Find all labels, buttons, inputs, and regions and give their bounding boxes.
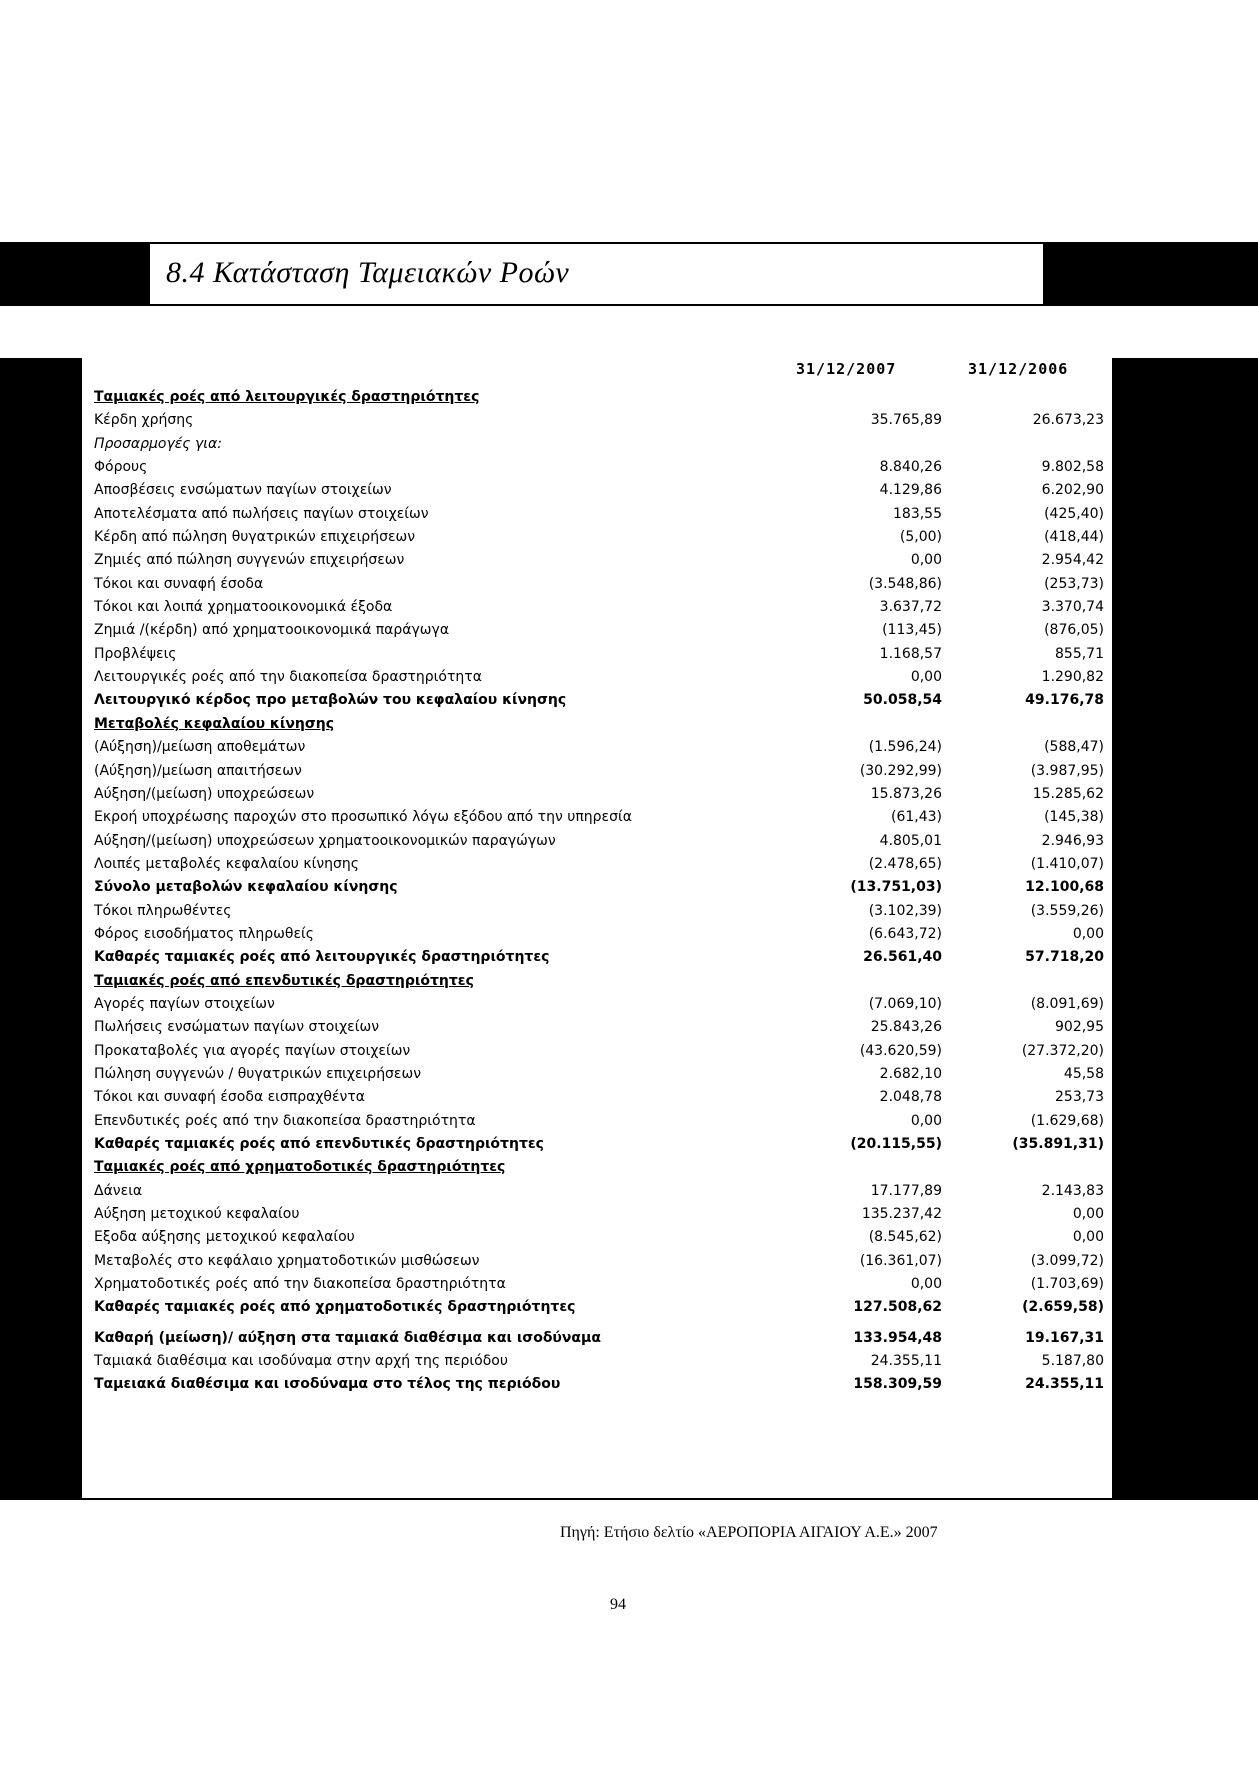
value-2006: 0,00	[1072, 1206, 1104, 1223]
value-2006: (27.372,20)	[1021, 1042, 1104, 1059]
table-row	[82, 1350, 1112, 1373]
cash-flow-table	[82, 358, 1112, 1498]
row-label: Τόκοι και λοιπά χρηματοοικονομικά έξοδα	[94, 599, 393, 616]
value-2007: 0,00	[910, 1276, 942, 1293]
value-2006: 45,58	[1063, 1065, 1104, 1082]
table-body	[82, 386, 1112, 1396]
table-row	[82, 689, 1112, 712]
row-label: Καθαρή (μείωση)/ αύξηση στα ταμιακά διαθέσιμα και ισοδύναμα	[94, 1329, 601, 1346]
row-label: Λοιπές μεταβολές κεφαλαίου κίνησης	[94, 855, 359, 872]
value-2007: 2.682,10	[879, 1065, 942, 1082]
value-2007: 158.309,59	[853, 1376, 942, 1393]
row-label: Πωλήσεις ενσώματων παγίων στοιχείων	[94, 1019, 380, 1036]
value-2006: (1.410,07)	[1030, 855, 1104, 872]
value-2007: 26.561,40	[863, 949, 942, 966]
table-row	[82, 1086, 1112, 1109]
value-2006: 2.954,42	[1041, 552, 1104, 569]
row-label: Λειτουργικό κέρδος προ μεταβολών του κεφαλαίου κίνησης	[94, 692, 567, 709]
table-row	[82, 386, 1112, 409]
value-2006: (588,47)	[1044, 739, 1104, 756]
table-row	[82, 433, 1112, 456]
value-2006: 0,00	[1072, 925, 1104, 942]
value-2006: (145,38)	[1044, 809, 1104, 826]
value-2007: (43.620,59)	[859, 1042, 942, 1059]
row-label: Αύξηση/(μείωση) υποχρεώσεων χρηματοοικονομικών παραγώγων	[94, 832, 556, 849]
table-row	[82, 1016, 1112, 1039]
value-2007: 127.508,62	[853, 1299, 942, 1316]
row-label: Καθαρές ταμιακές ροές από επενδυτικές δραστηριότητες	[94, 1136, 544, 1152]
table-row	[82, 643, 1112, 666]
value-2007: (1.596,24)	[868, 739, 942, 756]
row-label: Αποτελέσματα από πωλήσεις παγίων στοιχείων	[94, 505, 429, 522]
value-2007: (6.643,72)	[868, 925, 942, 942]
table-row	[82, 573, 1112, 596]
value-2007: (30.292,99)	[859, 762, 942, 779]
row-label: Χρηματοδοτικές ροές από την διακοπείσα δραστηριότητα	[94, 1276, 506, 1293]
value-2007: (20.115,55)	[850, 1136, 942, 1152]
row-label: Λειτουργικές ροές από την διακοπείσα δραστηριότητα	[94, 669, 482, 686]
table-row	[82, 806, 1112, 829]
page-gap	[0, 306, 1258, 358]
value-2007: 4.129,86	[879, 482, 942, 499]
row-label: Ταμιακές ροές από λειτουργικές δραστηριότητες	[94, 389, 480, 405]
table-row	[82, 760, 1112, 783]
value-2006: (3.099,72)	[1030, 1252, 1104, 1269]
row-label: Εξοδα αύξησης μετοχικού κεφαλαίου	[94, 1229, 355, 1246]
value-2006: 5.187,80	[1041, 1352, 1104, 1369]
row-label: Τόκοι και συναφή έσοδα εισπραχθέντα	[94, 1089, 366, 1106]
value-2006: (8.091,69)	[1030, 995, 1104, 1012]
value-2006: (253,73)	[1044, 575, 1104, 592]
row-label: Μεταβολές κεφαλαίου κίνησης	[94, 715, 335, 732]
table-row	[82, 503, 1112, 526]
table-row	[82, 876, 1112, 899]
value-2006: (3.987,95)	[1030, 762, 1104, 779]
table-row	[82, 900, 1112, 923]
value-2006: 6.202,90	[1041, 482, 1104, 499]
table-row	[82, 1156, 1112, 1179]
value-2007: (3.102,39)	[868, 902, 942, 919]
table-row	[82, 479, 1112, 502]
table-row	[82, 666, 1112, 689]
value-2006: 2.946,93	[1041, 832, 1104, 849]
table-row	[82, 1226, 1112, 1249]
column-header-2007: 31/12/2007	[796, 360, 897, 378]
table-row	[82, 1296, 1112, 1319]
value-2007: (113,45)	[882, 622, 942, 639]
value-2007: 50.058,54	[863, 692, 942, 709]
value-2006: 12.100,68	[1025, 879, 1104, 896]
table-header	[82, 358, 1112, 382]
row-label: (Αύξηση)/μείωση αποθεμάτων	[94, 739, 306, 756]
page-top-margin	[0, 0, 1258, 242]
table-row	[82, 713, 1112, 736]
row-label: Ζημιές από πώληση συγγενών επιχειρήσεων	[94, 552, 405, 569]
row-label: Πώληση συγγενών / θυγατρικών επιχειρήσεων	[94, 1065, 422, 1082]
table-row	[82, 1180, 1112, 1203]
table-row	[82, 1063, 1112, 1086]
value-2007: 183,55	[893, 505, 942, 522]
row-label: Αύξηση/(μείωση) υποχρεώσεων	[94, 785, 315, 802]
value-2006: (418,44)	[1044, 529, 1104, 546]
value-2007: 8.840,26	[879, 459, 942, 476]
row-label: Σύνολο μεταβολών κεφαλαίου κίνησης	[94, 879, 398, 896]
value-2007: 4.805,01	[879, 832, 942, 849]
value-2006: 19.167,31	[1025, 1329, 1104, 1346]
row-label: Προσαρμογές για:	[94, 435, 222, 452]
value-2007: (5,00)	[899, 529, 942, 546]
value-2007: 1.168,57	[879, 645, 942, 662]
value-2006: 2.143,83	[1041, 1182, 1104, 1199]
value-2007: (3.548,86)	[868, 575, 942, 592]
table-row	[82, 1273, 1112, 1296]
table-row	[82, 993, 1112, 1016]
table-row	[82, 1250, 1112, 1273]
value-2007: 0,00	[910, 669, 942, 686]
row-label: Εκροή υποχρέωσης παροχών στο προσωπικό λόγω εξόδου από την υπηρεσία	[94, 809, 632, 826]
value-2007: (13.751,03)	[850, 879, 942, 896]
row-label: Προκαταβολές για αγορές παγίων στοιχείων	[94, 1042, 411, 1059]
value-2006: 57.718,20	[1025, 949, 1104, 966]
row-label: Τόκοι και συναφή έσοδα	[94, 575, 264, 592]
table-row	[82, 1203, 1112, 1226]
value-2006: 26.673,23	[1032, 412, 1104, 429]
value-2007: 35.765,89	[870, 412, 942, 429]
table-row	[82, 456, 1112, 479]
value-2006: (425,40)	[1044, 505, 1104, 522]
value-2006: 49.176,78	[1025, 692, 1104, 709]
value-2006: 15.285,62	[1032, 785, 1104, 802]
row-label: Αύξηση μετοχικού κεφαλαίου	[94, 1206, 300, 1223]
row-label: Ταμιακές ροές από επενδυτικές δραστηριότητες	[94, 972, 474, 989]
value-2006: (876,05)	[1044, 622, 1104, 639]
value-2006: 253,73	[1055, 1089, 1104, 1106]
value-2007: 3.637,72	[879, 599, 942, 616]
table-row	[82, 1373, 1112, 1396]
value-2007: 24.355,11	[870, 1352, 942, 1369]
value-2007: 15.873,26	[870, 785, 942, 802]
value-2006: (1.629,68)	[1030, 1112, 1104, 1129]
value-2006: 902,95	[1055, 1019, 1104, 1036]
row-label: Καθαρές ταμιακές ροές από χρηματοδοτικές δραστηριότητες	[94, 1299, 576, 1316]
value-2006: (1.703,69)	[1030, 1276, 1104, 1293]
value-2007: 135.237,42	[861, 1206, 942, 1223]
table-row	[82, 596, 1112, 619]
value-2006: 0,00	[1072, 1229, 1104, 1246]
value-2006: 1.290,82	[1041, 669, 1104, 686]
table-row	[82, 853, 1112, 876]
value-2007: 0,00	[910, 1112, 942, 1129]
table-row	[82, 946, 1112, 969]
row-label: Ταμειακά διαθέσιμα και ισοδύναμα στο τέλος της περιόδου	[94, 1376, 561, 1393]
value-2007: (16.361,07)	[859, 1252, 942, 1269]
row-label: Φόρος εισοδήματος πληρωθείς	[94, 925, 314, 942]
table-row	[82, 830, 1112, 853]
row-label: Καθαρές ταμιακές ροές από λειτουργικές δραστηριότητες	[94, 949, 550, 966]
value-2007: 25.843,26	[870, 1019, 942, 1036]
row-label: Μεταβολές στο κεφάλαιο χρηματοδοτικών μισθώσεων	[94, 1252, 480, 1269]
table-row	[82, 1040, 1112, 1063]
value-2006: (35.891,31)	[1012, 1136, 1104, 1152]
table-row	[82, 923, 1112, 946]
value-2007: 0,00	[910, 552, 942, 569]
value-2007: (61,43)	[890, 809, 942, 826]
table-row	[82, 1133, 1112, 1156]
column-header-2006: 31/12/2006	[968, 360, 1069, 378]
value-2007: (2.478,65)	[868, 855, 942, 872]
row-label: (Αύξηση)/μείωση απαιτήσεων	[94, 762, 302, 779]
page-number: 94	[610, 1596, 626, 1613]
table-row	[82, 783, 1112, 806]
section-title: 8.4 Κατάσταση Ταμειακών Ροών	[166, 256, 570, 289]
value-2007: 133.954,48	[853, 1329, 942, 1346]
row-label: Αποσβέσεις ενσώματων παγίων στοιχείων	[94, 482, 392, 499]
row-label: Αγορές παγίων στοιχείων	[94, 995, 275, 1012]
value-2006: (3.559,26)	[1030, 902, 1104, 919]
table-row	[82, 736, 1112, 759]
row-label: Ταμιακά διαθέσιμα και ισοδύναμα στην αρχή της περιόδου	[94, 1352, 508, 1369]
value-2006: (2.659,58)	[1022, 1299, 1104, 1316]
table-row	[82, 1320, 1112, 1350]
table-row	[82, 549, 1112, 572]
value-2007: (8.545,62)	[868, 1229, 942, 1246]
value-2006: 9.802,58	[1041, 459, 1104, 476]
value-2007: 17.177,89	[870, 1182, 942, 1199]
table-row	[82, 1110, 1112, 1133]
row-label: Φόρους	[94, 459, 148, 476]
value-2006: 3.370,74	[1041, 599, 1104, 616]
table-row	[82, 526, 1112, 549]
value-2006: 24.355,11	[1025, 1376, 1104, 1393]
row-label: Ταμιακές ροές από χρηματοδοτικές δραστηριότητες	[94, 1159, 506, 1176]
row-label: Ζημιά /(κέρδη) από χρηματοοικονομικά παράγωγα	[94, 622, 450, 639]
value-2006: 855,71	[1055, 645, 1104, 662]
section-title-box	[148, 242, 1045, 306]
source-note: Πηγή: Ετήσιο δελτίο «ΑΕΡΟΠΟΡΙΑ ΑΙΓΑΙΟΥ Α.Ε.» 2007	[560, 1524, 938, 1541]
row-label: Κέρδη χρήσης	[94, 412, 194, 429]
table-row	[82, 970, 1112, 993]
value-2007: 2.048,78	[879, 1089, 942, 1106]
value-2007: (7.069,10)	[868, 995, 942, 1012]
row-label: Δάνεια	[94, 1182, 143, 1199]
table-row	[82, 619, 1112, 642]
row-label: Κέρδη από πώληση θυγατρικών επιχειρήσεων	[94, 529, 416, 546]
row-label: Τόκοι πληρωθέντες	[94, 902, 232, 919]
row-label: Επενδυτικές ροές από την διακοπείσα δραστηριότητα	[94, 1112, 476, 1129]
row-label: Προβλέψεις	[94, 645, 177, 662]
table-row	[82, 409, 1112, 432]
